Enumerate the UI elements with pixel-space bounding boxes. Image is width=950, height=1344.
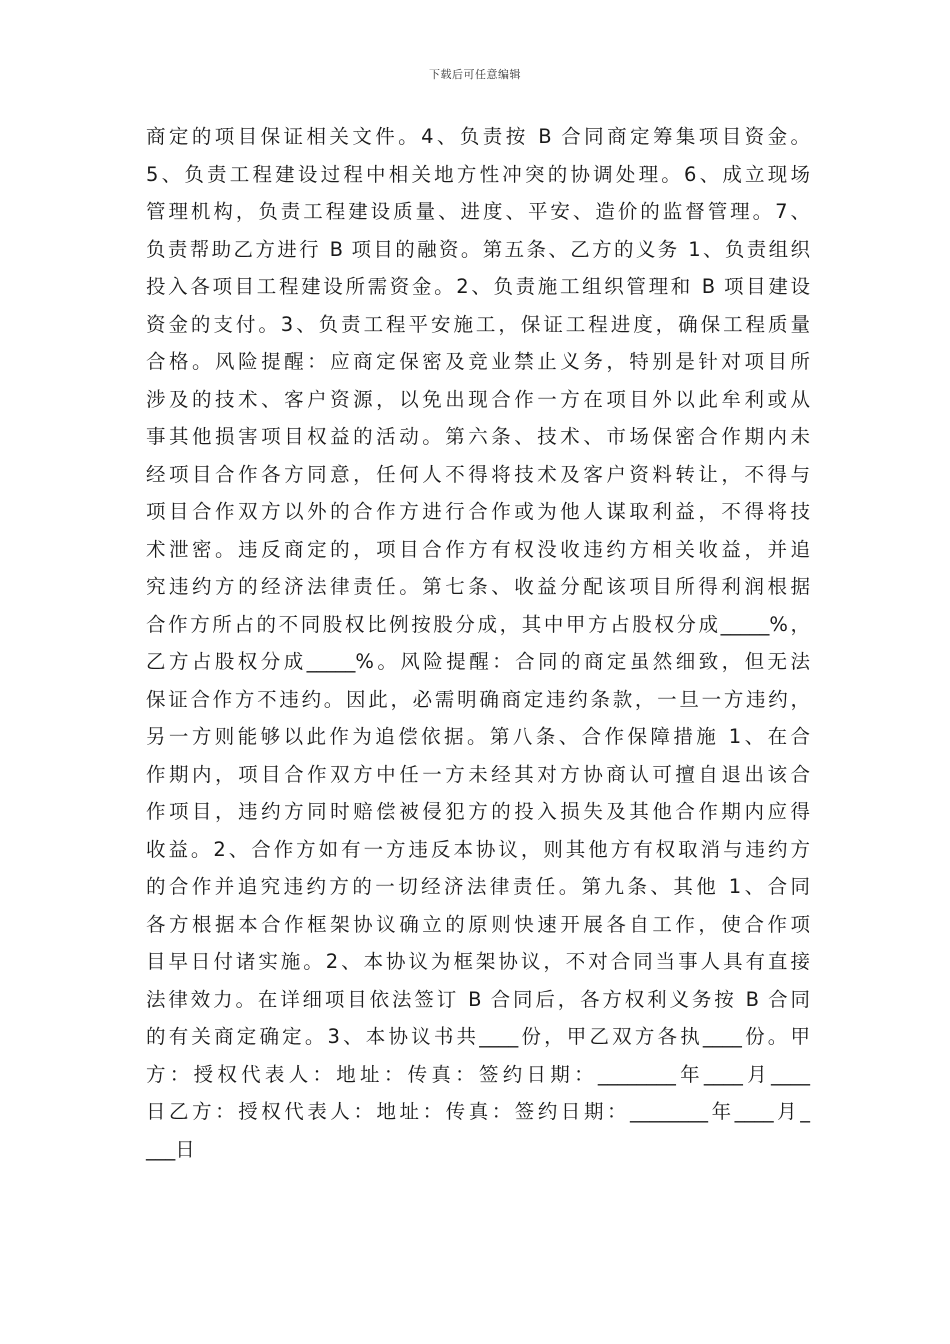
text-line: 法律效力。在详细项目依法签订 B 合同后，各方权利义务按 B 合同 (146, 987, 810, 1011)
text-line: 日乙方：授权代表人：地址：传真：签约日期：________年____月_ (146, 1100, 810, 1123)
text-line: 收益。2、合作方如有一方违反本协议，则其他方有权取消与违约方 (146, 837, 810, 861)
text-line: 另一方则能够以此作为追偿依据。第八条、合作保障措施 1、在合 (146, 725, 810, 748)
text-line: 涉及的技术、客户资源，以免出现合作一方在项目外以此牟利或从 (146, 387, 810, 411)
text-line: 事其他损害项目权益的活动。第六条、技术、市场保密合作期内未 (146, 425, 810, 448)
text-line: 的有关商定确定。3、本协议书共____份，甲乙双方各执____份。甲 (146, 1025, 810, 1048)
text-line: 合格。风险提醒：应商定保密及竞业禁止义务，特别是针对项目所 (146, 350, 810, 373)
text-line: 经项目合作各方同意，任何人不得将技术及客户资料转让，不得与 (146, 462, 810, 486)
text-line: 究违约方的经济法律责任。第七条、收益分配该项目所得利润根据 (146, 575, 810, 598)
text-line: 投入各项目工程建设所需资金。2、负责施工组织管理和 B 项目建设 (146, 275, 810, 298)
text-line: 合作方所占的不同股权比例按股分成，其中甲方占股权分成_____%， (146, 612, 810, 636)
text-line: 方：授权代表人：地址：传真：签约日期：________年____月____ (146, 1062, 810, 1086)
text-line: 资金的支付。3、负责工程平安施工，保证工程进度，确保工程质量 (146, 312, 810, 336)
text-line: 5、负责工程建设过程中相关地方性冲突的协调处理。6、成立现场 (146, 162, 810, 186)
text-line: 的合作并追究违约方的一切经济法律责任。第九条、其他 1、合同 (146, 875, 810, 898)
text-line: 商定的项目保证相关文件。4、负责按 B 合同商定筹集项目资金。 (146, 125, 810, 148)
document-body (146, 118, 810, 1168)
text-line: 负责帮助乙方进行 B 项目的融资。第五条、乙方的义务 1、负责组织 (146, 237, 810, 261)
text-line: 术泄密。违反商定的，项目合作方有权没收违约方相关收益，并追 (146, 537, 810, 561)
text-line: 管理机构，负责工程建设质量、进度、平安、造价的监督管理。7、 (146, 200, 810, 223)
text-line: 作项目，违约方同时赔偿被侵犯方的投入损失及其他合作期内应得 (146, 800, 810, 823)
page-header: 下载后可任意编辑 (429, 68, 521, 81)
text-line: 项目合作双方以外的合作方进行合作或为他人谋取利益，不得将技 (146, 500, 810, 523)
text-line: 乙方占股权分成_____%。风险提醒：合同的商定虽然细致，但无法 (146, 650, 810, 673)
text-line: 各方根据本合作框架协议确立的原则快速开展各自工作，使合作项 (146, 912, 810, 936)
text-line: 保证合作方不违约。因此，必需明确商定违约条款，一旦一方违约， (146, 687, 810, 711)
text-line: 作期内，项目合作双方中任一方未经其对方协商认可擅自退出该合 (146, 762, 810, 786)
text-line: ___日 (146, 1137, 195, 1161)
text-line: 目早日付诸实施。2、本协议为框架协议，不对合同当事人具有直接 (146, 950, 810, 973)
